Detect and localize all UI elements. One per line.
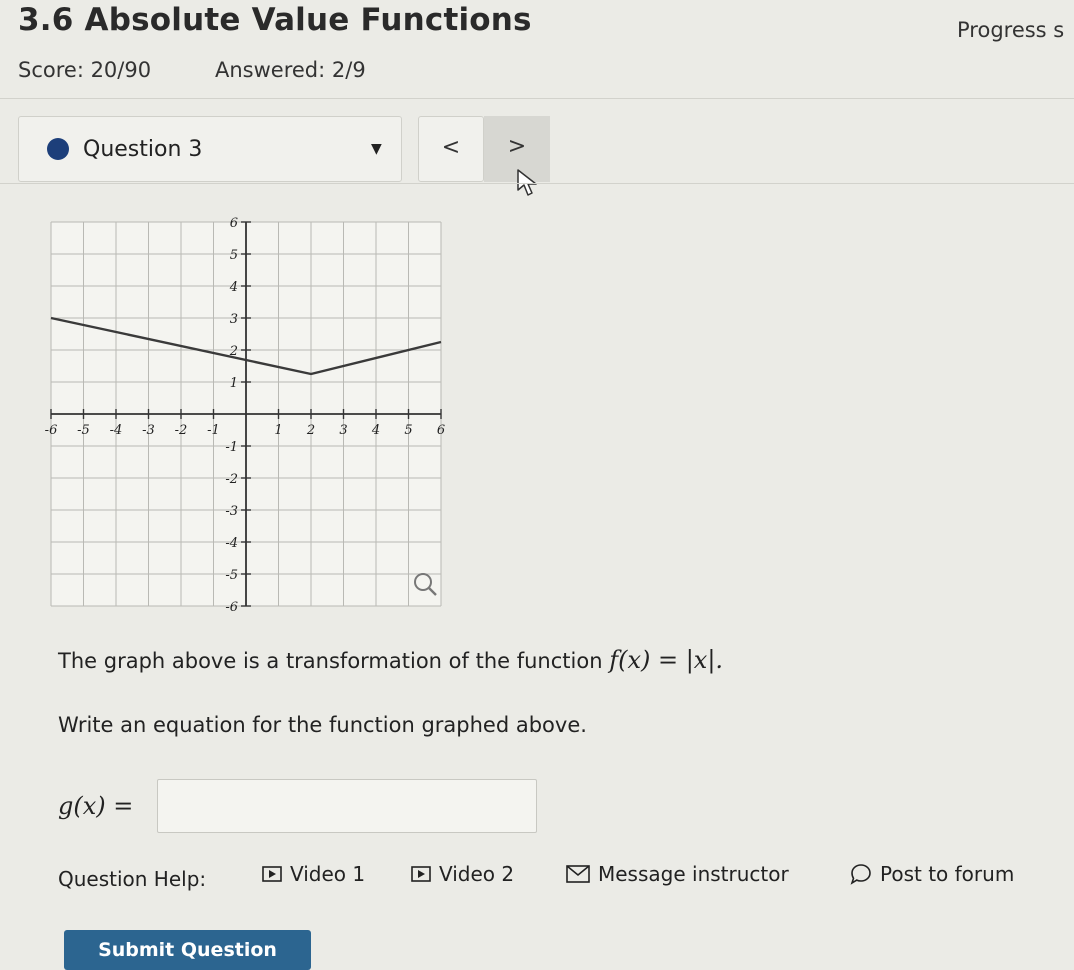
progress-label[interactable]: Progress s <box>957 18 1065 42</box>
post-to-forum-link[interactable] <box>850 862 1014 886</box>
question-prompt: Write an equation for the function graphed above. <box>58 713 587 737</box>
question-text: The graph above is a transformation of the function f(x) = |x|. <box>58 646 724 674</box>
function-graph <box>44 216 446 615</box>
y-tick-label: -2 <box>225 472 238 487</box>
x-tick-label: -1 <box>207 423 220 438</box>
y-tick-label: 6 <box>229 216 238 231</box>
submit-question-button[interactable]: Submit Question <box>64 930 311 970</box>
next-question-button[interactable]: > <box>484 116 550 182</box>
y-tick-label: 5 <box>229 248 238 263</box>
answer-input[interactable] <box>157 779 537 833</box>
video-2-link[interactable] <box>411 862 514 886</box>
y-tick-label: 2 <box>229 344 238 359</box>
y-tick-label: -5 <box>225 568 238 583</box>
answered-text: Answered: 2/9 <box>215 58 366 82</box>
answer-label: g(x) = <box>58 792 134 820</box>
page-title: 3.6 Absolute Value Functions <box>18 2 532 38</box>
header-divider <box>0 98 1074 99</box>
video-1-label: Video 1 <box>290 862 366 886</box>
video-1-link[interactable] <box>262 862 365 886</box>
message-instructor-link[interactable] <box>566 862 789 886</box>
x-tick-label: 5 <box>404 423 413 438</box>
question-selector-label: Question 3 <box>83 137 203 162</box>
question-selector[interactable] <box>18 116 402 182</box>
x-tick-label: -5 <box>77 423 90 438</box>
speech-bubble-icon <box>850 863 872 885</box>
x-tick-label: 4 <box>371 423 381 438</box>
x-tick-label: -6 <box>44 423 58 438</box>
message-instructor-label: Message instructor <box>598 862 789 886</box>
video-icon <box>411 866 431 882</box>
previous-question-button[interactable]: < <box>418 116 484 182</box>
x-tick-label: -4 <box>109 423 123 438</box>
y-tick-label: -6 <box>225 600 238 615</box>
post-to-forum-label: Post to forum <box>880 862 1015 886</box>
dropdown-caret-icon: ▼ <box>371 141 382 157</box>
y-tick-label: 4 <box>229 280 238 295</box>
status-dot-icon <box>47 138 69 160</box>
x-tick-label: -3 <box>142 423 155 438</box>
x-tick-label: 2 <box>306 423 316 438</box>
x-tick-label: 3 <box>339 423 348 438</box>
y-tick-label: 1 <box>229 376 238 391</box>
y-tick-label: -1 <box>225 440 238 455</box>
x-tick-label: -2 <box>174 423 188 438</box>
y-tick-label: -4 <box>225 536 238 551</box>
video-icon <box>262 866 282 882</box>
y-tick-label: 3 <box>229 312 238 327</box>
envelope-icon <box>566 865 590 883</box>
question-help-label: Question Help: <box>58 867 207 891</box>
parent-function: f(x) = |x|. <box>609 646 724 674</box>
video-2-label: Video 2 <box>439 862 515 886</box>
score-text: Score: 20/90 <box>18 58 152 82</box>
nav-divider <box>0 183 1074 184</box>
x-tick-label: 1 <box>274 423 283 438</box>
y-tick-label: -3 <box>225 504 238 519</box>
x-tick-label: 6 <box>436 423 446 438</box>
